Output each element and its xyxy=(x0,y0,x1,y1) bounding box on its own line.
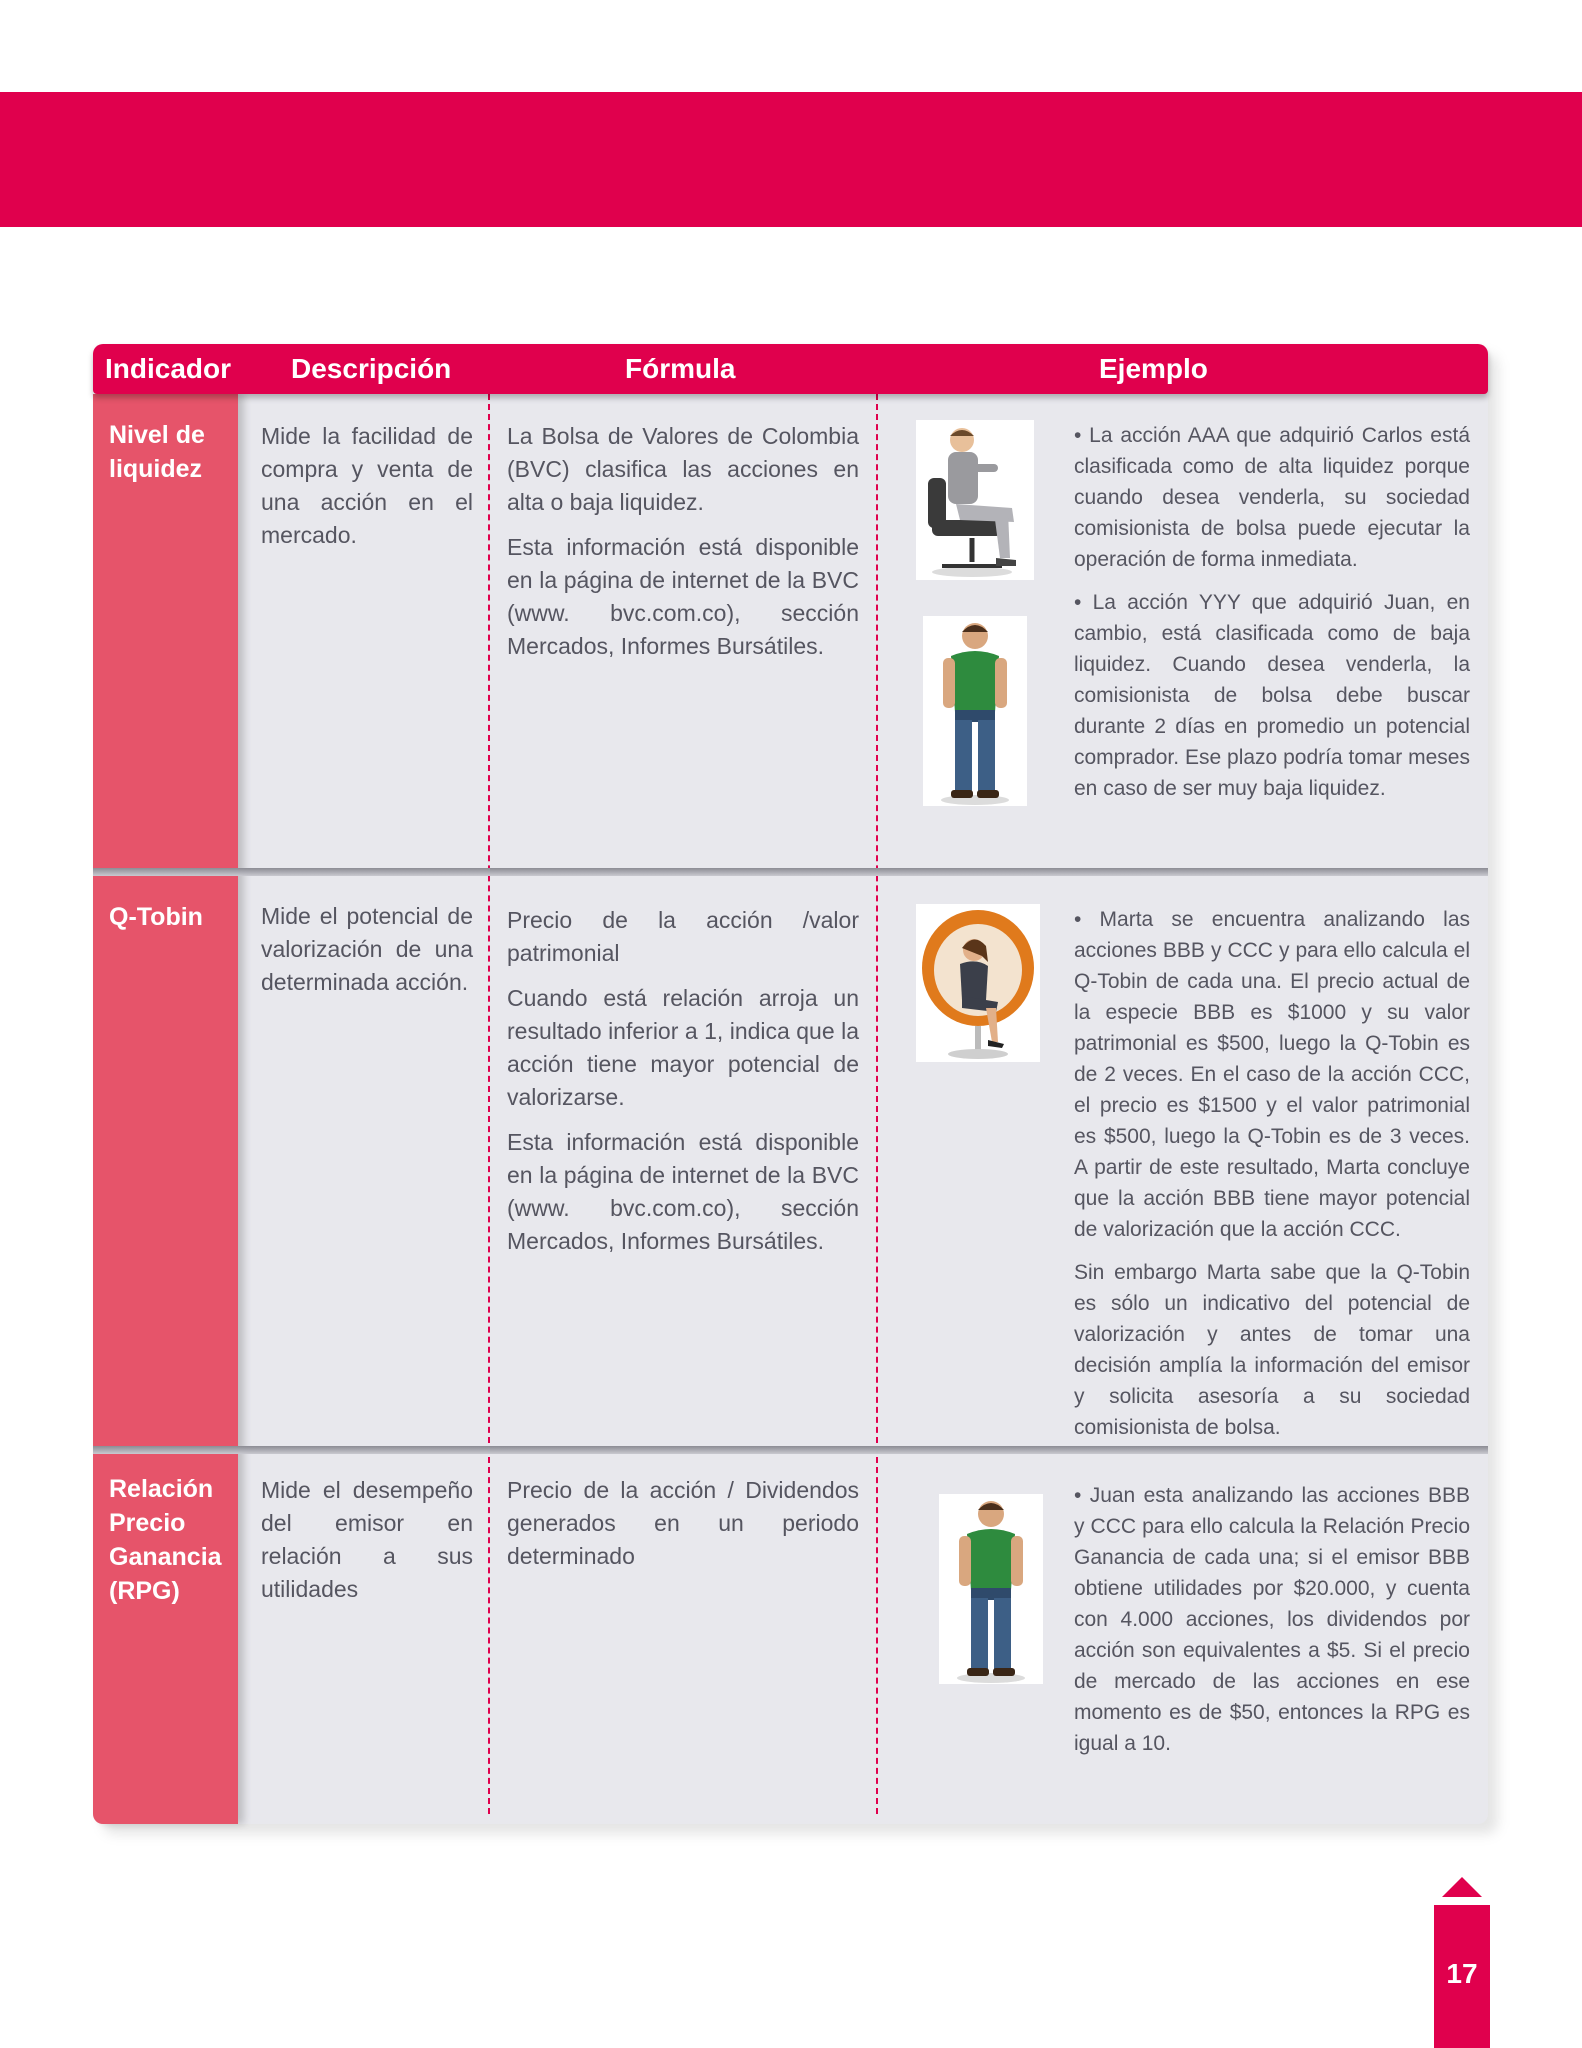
indicator-label: Nivel de liquidez xyxy=(109,421,205,483)
formula-paragraph: Precio de la acción /valor patrimonial xyxy=(507,907,859,966)
example-cell xyxy=(1074,420,1470,816)
page-marker-arrow xyxy=(1442,1877,1482,1897)
standing-man-icon xyxy=(923,616,1027,806)
header-description: Descripción xyxy=(291,353,452,384)
row-separator xyxy=(93,868,1488,876)
column-divider xyxy=(488,394,490,1814)
page-number: 17 xyxy=(1434,1905,1490,2048)
example-paragraph: • La acción AAA que adquirió Carlos está clasificada como de alta liquidez porque cuando desea venderla, su sociedad comisionista de bolsa puede ejecutar la operación de forma inmediata. xyxy=(1074,424,1470,571)
formula-paragraph: Esta información está disponible en la página de internet de la BVC (www. bvc.com.co), sección Mercados, Informes Bursátiles. xyxy=(507,534,859,659)
example-cell xyxy=(1074,904,1470,1455)
standing-man-icon xyxy=(939,1494,1043,1684)
seated-man-icon xyxy=(916,420,1034,580)
table-header xyxy=(93,344,1488,394)
header-example: Ejemplo xyxy=(1099,353,1208,384)
indicators-table xyxy=(93,344,1488,1824)
example-cell xyxy=(1074,1480,1470,1771)
description-cell: Mide el desempeño del emisor en relación a sus utilidades xyxy=(261,1477,473,1602)
example-paragraph: Sin embargo Marta sabe que la Q-Tobin es sólo un indicativo del potencial de valorización y antes de tomar una decisión amplía la información del emisor y solicita asesoría a su sociedad comisionista de bolsa. xyxy=(1074,1261,1470,1439)
indicator-column xyxy=(93,394,238,1824)
formula-paragraph: Esta información está disponible en la página de internet de la BVC (www. bvc.com.co), sección Mercados, Informes Bursátiles. xyxy=(507,1129,859,1254)
example-paragraph: • La acción YYY que adquirió Juan, en cambio, está clasificada como de baja liquidez. Cuando desea venderla, la comisionista de bolsa debe buscar durante 2 días en promedio un potencial comprador. Ese plazo podría tomar meses en caso de ser muy baja liquidez. xyxy=(1074,591,1470,800)
formula-cell xyxy=(507,1474,859,1585)
formula-paragraph: La Bolsa de Valores de Colombia (BVC) clasifica las acciones en alta o baja liquidez. xyxy=(507,423,859,515)
header-formula: Fórmula xyxy=(625,353,736,384)
formula-paragraph: Precio de la acción / Dividendos generados en un periodo determinado xyxy=(507,1477,859,1569)
formula-paragraph: Cuando está relación arroja un resultado inferior a 1, indica que la acción tiene mayor potencial de valorizarse. xyxy=(507,985,859,1110)
formula-cell xyxy=(507,904,859,1270)
example-paragraph: • Juan esta analizando las acciones BBB y CCC para ello calcula la Relación Precio Ganancia de cada una; si el emisor BBB obtiene utilidades por $20.000, y cuenta con 4.000 acciones, los dividendos por acción son equivalentes a $5. Si el precio de mercado de las acciones en ese momento es de $50, entonces la RPG es igual a 10. xyxy=(1074,1484,1470,1755)
formula-cell xyxy=(507,420,859,675)
description-cell: Mide el potencial de valorización de una determinada acción. xyxy=(261,903,473,995)
indicator-label: Relación Precio Ganancia (RPG) xyxy=(109,1475,222,1605)
example-paragraph: • Marta se encuentra analizando las acciones BBB y CCC y para ello calcula el Q-Tobin de cada una. El precio actual de la especie BBB es $1000 y su valor patrimonial es $500, luego la Q-Tobin es de 2 veces. En el caso de la acción CCC, el precio es $1500 y el valor patrimonial es $500, luego la Q-Tobin es de 3 veces. A partir de este resultado, Marta concluye que la acción BBB tiene mayor potencial de valorización que la acción CCC. xyxy=(1074,908,1470,1241)
header-indicator: Indicador xyxy=(105,353,232,384)
description-cell: Mide la facilidad de compra y venta de una acción en el mercado. xyxy=(261,423,473,548)
indicator-label: Q-Tobin xyxy=(109,903,203,931)
column-divider xyxy=(876,394,878,1814)
top-banner xyxy=(0,92,1582,227)
woman-in-chair-icon xyxy=(916,904,1040,1062)
